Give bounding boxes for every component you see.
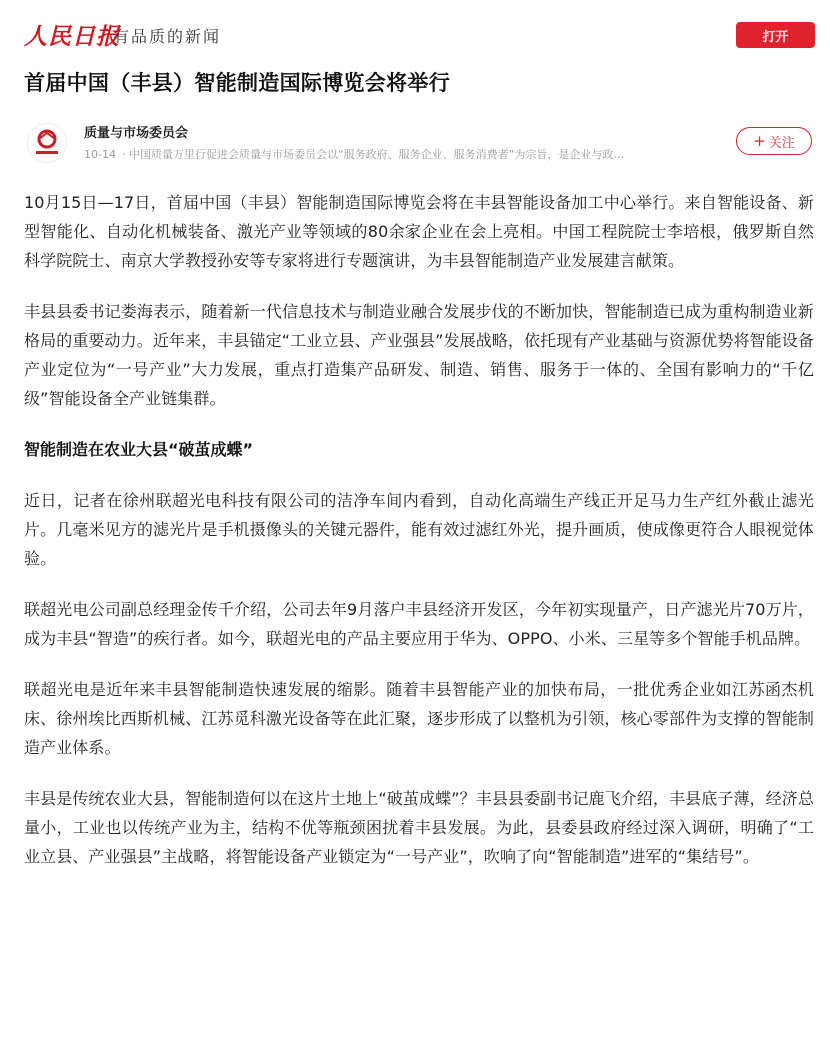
paragraph: 近日，记者在徐州联超光电科技有限公司的洁净车间内看到，自动化高端生产线正开足马力生产红外截止滤光片。几毫米见方的滤光片是手机摄像头的关键元器件，能有效过滤红外光，提升画质，使成像更符合人眼视觉体验。 — [24, 491, 814, 568]
plus-icon: + — [753, 132, 766, 150]
author-row — [0, 118, 830, 168]
paragraph: 丰县县委书记娄海表示，随着新一代信息技术与制造业融合发展步伐的不断加快，智能制造已成为重构制造业新格局的重要动力。近年来，丰县锚定“工业立县、产业强县”发展战略，依托现有产业基础与资源优势将智能设备产业定位为“一号产业”大力发展，重点打造集产品研发、制造、销售、服务于一体的、全国有影响力的“千亿级”智能设备全产业链集群。 — [24, 302, 814, 408]
author-meta — [84, 146, 714, 162]
section-heading: 智能制造在农业大县“破茧成蝶” — [24, 440, 254, 459]
article-title: 首届中国（丰县）智能制造国际博览会将举行 — [24, 71, 450, 95]
follow-button[interactable] — [736, 127, 812, 155]
author-description: · 中国质量万里行促进会质量与市场委员会以“服务政府、服务企业、服务消费者”为宗旨，是企业与政… — [121, 148, 625, 161]
paragraph: 联超光电是近年来丰县智能制造快速发展的缩影。随着丰县智能产业的加快布局，一批优秀企业如江苏函杰机床、徐州埃比西斯机械、江苏觅科激光设备等在此汇聚，逐步形成了以整机为引领，核心零部件为支撑的智能制造产业体系。 — [24, 680, 814, 757]
slogan: 有品质的新闻 — [113, 27, 222, 46]
top-bar — [0, 0, 830, 66]
paragraph: 联超光电公司副总经理金传千介绍，公司去年9月落户丰县经济开发区，今年初实现量产，日产滤光片70万片，成为丰县“智造”的疾行者。如今，联超光电的产品主要应用于华为、OPPO、小米、三星等多个智能手机品牌。 — [24, 600, 814, 648]
article-body — [24, 188, 814, 893]
avatar[interactable] — [27, 123, 67, 163]
follow-label: 关注 — [768, 135, 795, 151]
author-name[interactable]: 质量与市场委员会 — [84, 126, 189, 141]
publish-date: 10-14 — [84, 148, 116, 161]
paragraph: 丰县是传统农业大县，智能制造何以在这片土地上“破茧成蝶”？丰县县委副书记鹿飞介绍，丰县底子薄，经济总量小，工业也以传统产业为主，结构不优等瓶颈困扰着丰县发展。为此，县委县政府经过深入调研，明确了“工业立县、产业强县”主战略，将智能设备产业锁定为“一号产业”，吹响了向“智能制造”进军的“集结号”。 — [24, 789, 814, 866]
people-daily-logo[interactable]: 人民日报 — [24, 23, 120, 50]
paragraph: 10月15日—17日，首届中国（丰县）智能制造国际博览会将在丰县智能设备加工中心举行。来自智能设备、新型智能化、自动化机械装备、激光产业等领域的80余家企业在会上亮相。中国工程院院士李培根，俄罗斯自然科学院院士、南京大学教授孙安等专家将进行专题演讲，为丰县智能制造产业发展建言献策。 — [24, 193, 814, 270]
open-app-button[interactable]: 打开 — [736, 22, 815, 48]
organization-logo-icon — [28, 124, 66, 162]
